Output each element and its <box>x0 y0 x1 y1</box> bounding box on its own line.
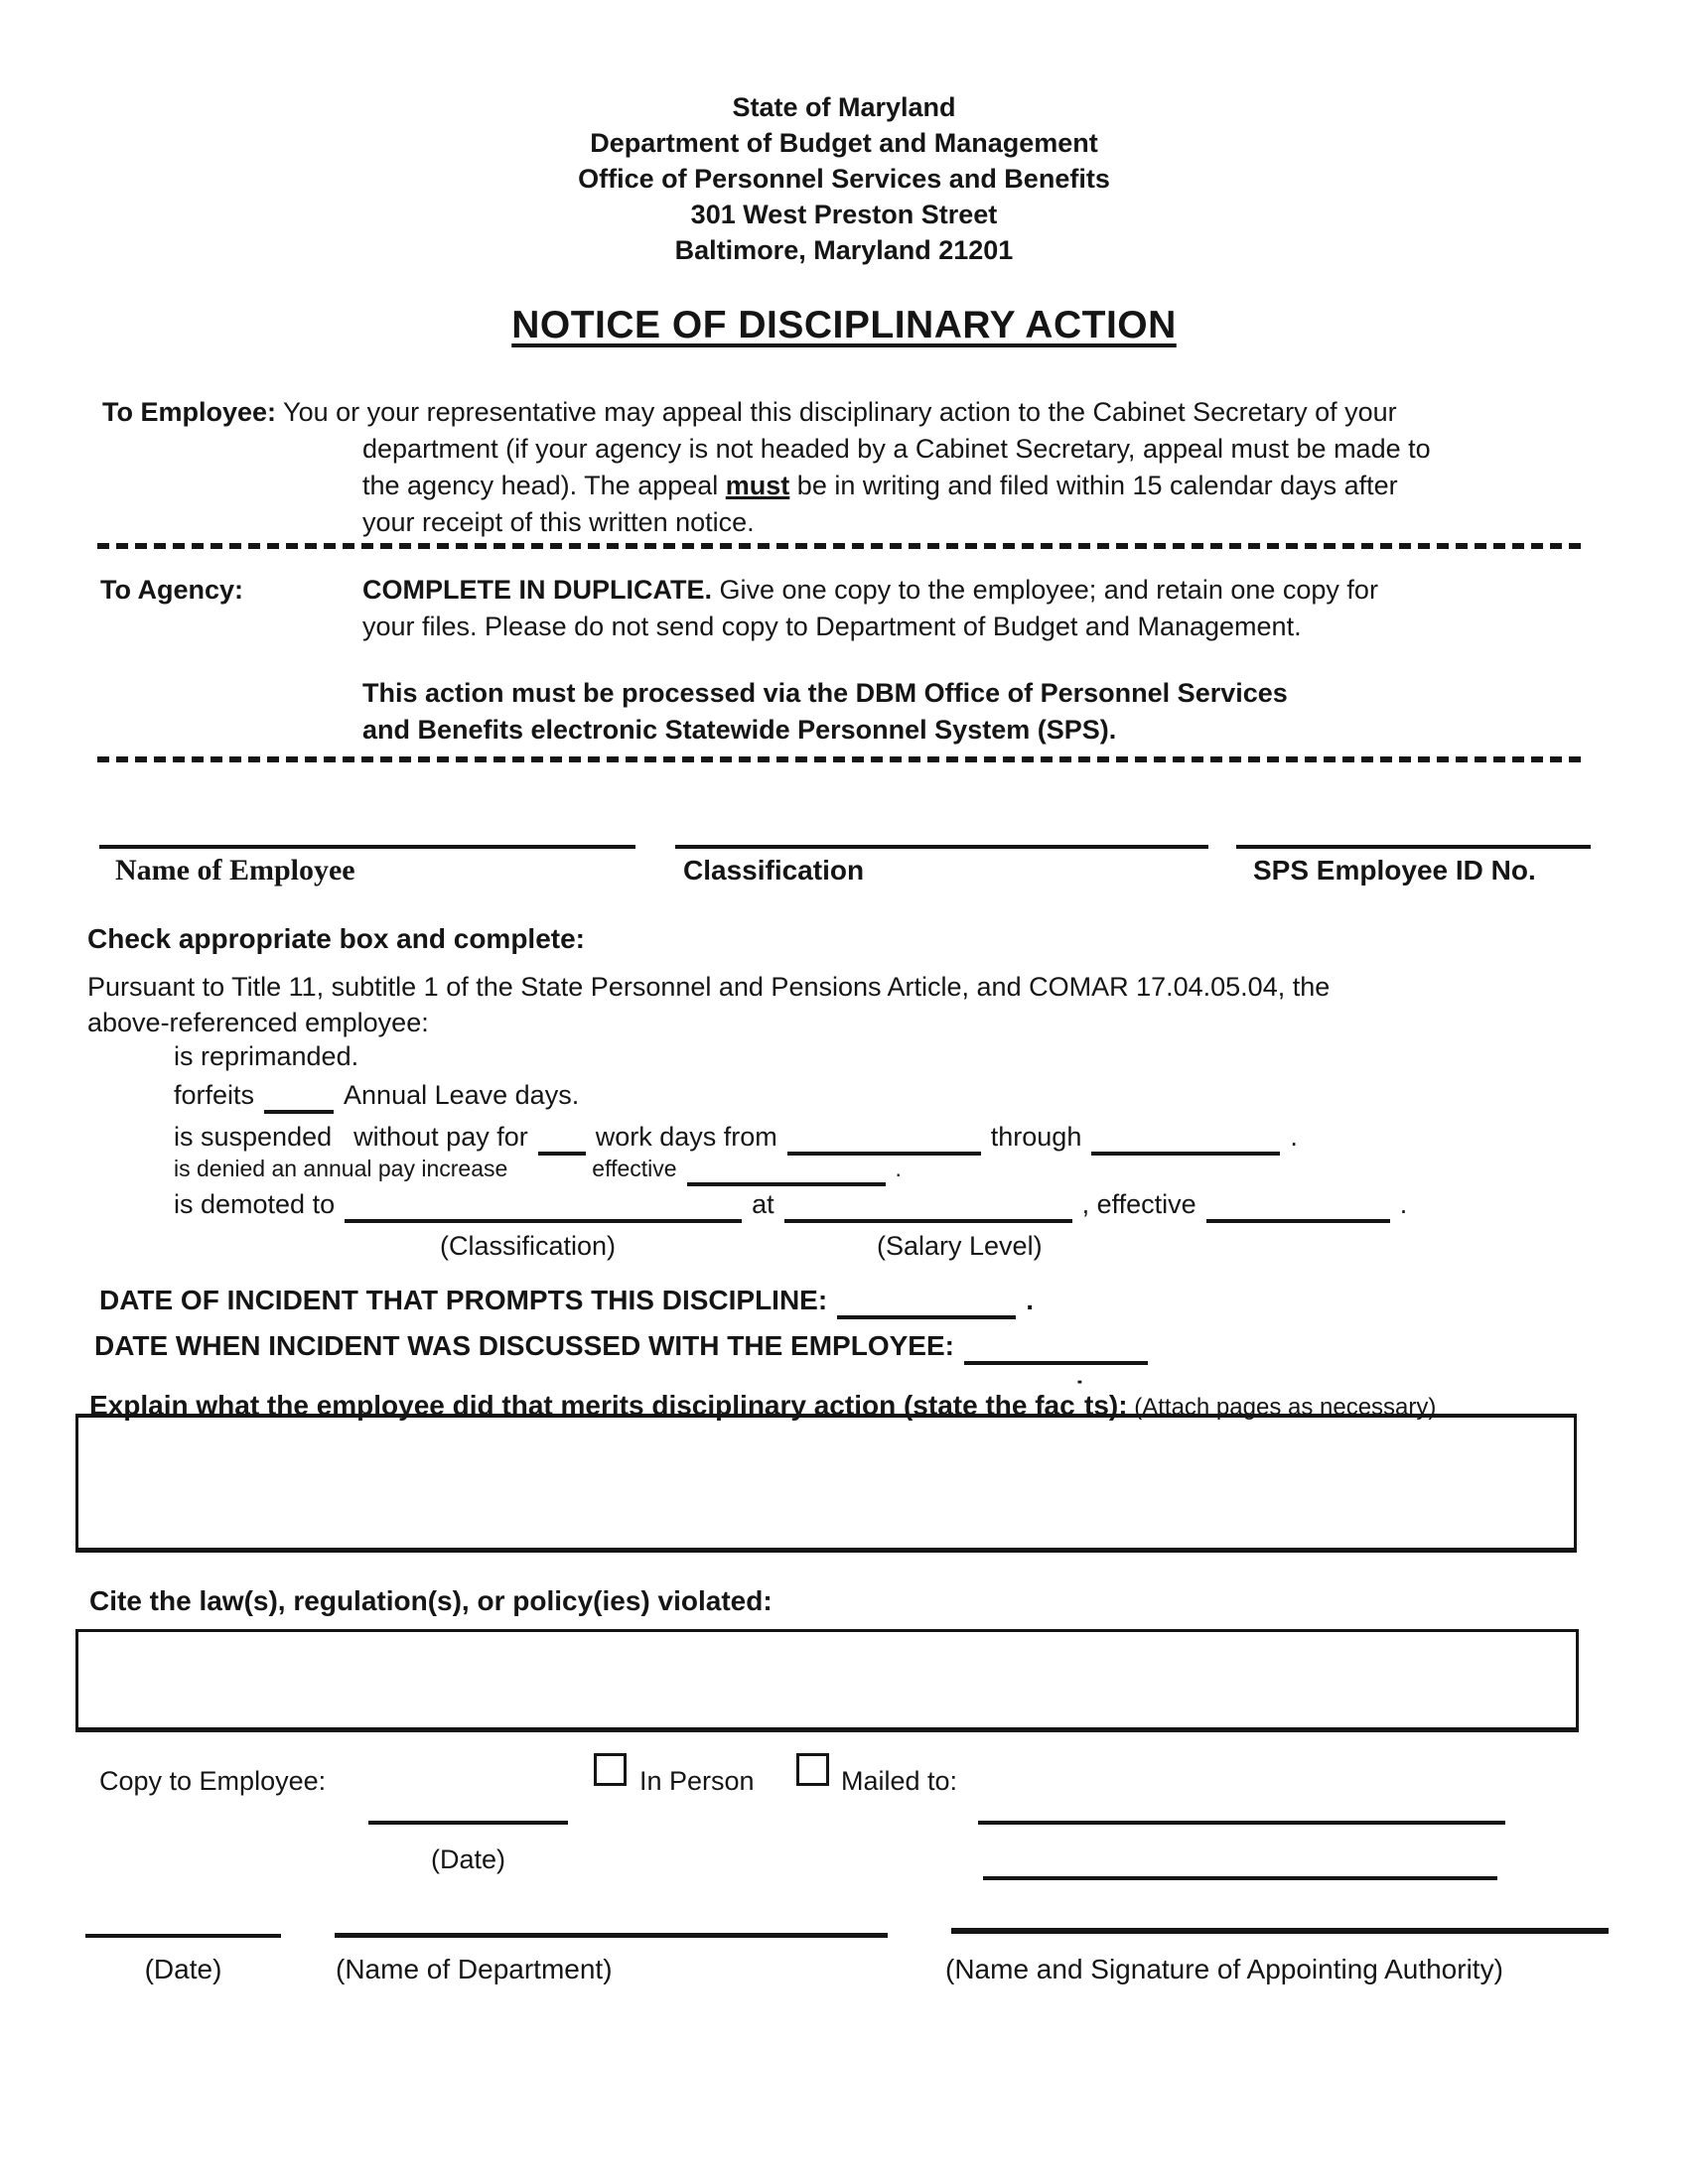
in-person-checkbox[interactable] <box>594 1753 627 1786</box>
complete-in-duplicate: COMPLETE IN DUPLICATE. <box>362 575 713 605</box>
employee-name-label: Name of Employee <box>115 854 355 887</box>
annual-leave-text: Annual Leave days. <box>344 1080 580 1110</box>
must-emphasis: must <box>725 471 790 500</box>
salary-level-caption: (Salary Level) <box>877 1231 1043 1261</box>
classification-caption: (Classification) <box>440 1231 617 1261</box>
mailed-address-line-2[interactable] <box>983 1876 1497 1880</box>
cite-heading: Cite the law(s), regulation(s), or policy(ies) violated: <box>89 1585 773 1616</box>
signature-date-caption: (Date) <box>144 1954 222 1984</box>
suspension-through-blank[interactable] <box>1091 1129 1280 1156</box>
to-employee-paragraph <box>102 394 1592 541</box>
suspension-from-blank[interactable] <box>787 1129 981 1156</box>
suspension-days-blank[interactable] <box>538 1129 586 1156</box>
incident-date-label: DATE OF INCIDENT THAT PROMPTS THIS DISCIPLINE: <box>99 1285 828 1315</box>
pursuant-line-2: above-referenced employee: <box>87 1008 429 1037</box>
demoted-text: is demoted to <box>174 1189 336 1219</box>
sps-note-line-1: This action must be processed via the DBM Office of Personnel Services <box>362 678 1288 708</box>
copy-to-employee-label: Copy to Employee: <box>99 1766 327 1796</box>
explain-textbox[interactable] <box>75 1414 1577 1553</box>
to-employee-text-line-3b: be in writing and filed within 15 calendar days after <box>789 471 1398 500</box>
appointing-authority-caption: (Name and Signature of Appointing Authority) <box>945 1954 1503 1984</box>
forfeit-days-blank[interactable] <box>264 1087 334 1114</box>
forfeits-text: forfeits <box>174 1080 255 1110</box>
department-caption: (Name of Department) <box>336 1954 613 1984</box>
signature-date-line[interactable] <box>85 1934 281 1938</box>
suspended-text: is suspended <box>174 1122 333 1152</box>
option-denied-pay-increase[interactable] <box>174 1156 902 1186</box>
to-agency-paragraph <box>100 572 1590 749</box>
sps-id-line[interactable] <box>1236 845 1591 849</box>
to-employee-text-line-2: department (if your agency is not headed by a Cabinet Secretary, appeal must be made to <box>362 434 1431 464</box>
option-demoted[interactable] <box>174 1189 1407 1223</box>
cite-textbox[interactable] <box>75 1629 1579 1732</box>
pursuant-line-1: Pursuant to Title 11, subtitle 1 of the State Personnel and Pensions Article, and COMAR 17.04.05.04, the <box>87 972 1331 1002</box>
incident-date-row <box>99 1285 1034 1319</box>
pursuant-paragraph <box>87 969 1537 1040</box>
letterhead-line-1: State of Maryland <box>732 92 956 122</box>
mailed-address-line-1[interactable] <box>978 1821 1505 1825</box>
to-employee-text-line-4: your receipt of this written notice. <box>362 507 755 537</box>
letterhead-line-5: Baltimore, Maryland 21201 <box>674 235 1014 265</box>
demoted-effective-blank[interactable] <box>1206 1196 1390 1223</box>
discussed-date-blank[interactable] <box>964 1337 1148 1365</box>
suspended-period: . <box>1290 1122 1298 1152</box>
mailed-to-label: Mailed to: <box>841 1766 958 1796</box>
classification-line[interactable] <box>675 845 1208 849</box>
to-agency-text-line-1: Give one copy to the employee; and retain one copy for <box>712 575 1378 605</box>
copy-date-blank[interactable] <box>368 1821 568 1825</box>
dashed-divider-bottom <box>97 756 1581 762</box>
without-pay-text: without pay for <box>353 1122 528 1152</box>
stray-dot-artifact: ˙ <box>1074 1376 1085 1407</box>
through-text: through <box>990 1122 1082 1152</box>
demoted-period: . <box>1399 1189 1408 1219</box>
incident-date-blank[interactable] <box>837 1292 1016 1319</box>
mailed-to-checkbox[interactable] <box>796 1753 829 1786</box>
reprimanded-text: is reprimanded. <box>174 1041 359 1071</box>
classification-label: Classification <box>683 855 865 886</box>
sps-processing-note <box>362 675 1590 749</box>
letterhead-line-4: 301 West Preston Street <box>690 200 998 229</box>
incident-date-period: . <box>1026 1285 1034 1315</box>
explain-heading-bold-a: Explain what the employee did that merits disciplinary action (state the fac <box>89 1390 1075 1421</box>
sps-id-label: SPS Employee ID No. <box>1253 855 1536 886</box>
denied-effective-blank[interactable] <box>687 1163 886 1186</box>
discussed-date-label: DATE WHEN INCIDENT WAS DISCUSSED WITH THE EMPLOYEE: <box>94 1330 954 1361</box>
check-box-heading: Check appropriate box and complete: <box>87 923 585 954</box>
department-name-line[interactable] <box>335 1933 888 1938</box>
discussed-date-row <box>94 1330 1158 1365</box>
to-agency-label: To Agency: <box>100 575 244 605</box>
demoted-salary-blank[interactable] <box>784 1196 1072 1223</box>
form-title-wrap <box>0 304 1688 347</box>
letterhead-line-2: Department of Budget and Management <box>590 128 1098 158</box>
to-employee-text-line-3a: the agency head). The appeal <box>362 471 726 500</box>
to-employee-text-line-1: You or your representative may appeal this disciplinary action to the Cabinet Secretary of your <box>283 397 1397 427</box>
work-days-from-text: work days from <box>595 1122 777 1152</box>
dashed-divider-top <box>97 543 1581 549</box>
option-reprimanded[interactable] <box>174 1041 358 1072</box>
option-forfeits[interactable] <box>174 1080 579 1114</box>
attach-pages-note: (Attach pages as necessary) <box>1127 1394 1437 1421</box>
sps-note-line-2: and Benefits electronic Statewide Personnel System (SPS). <box>362 715 1117 745</box>
demoted-at-text: at <box>752 1189 774 1219</box>
appointing-authority-line[interactable] <box>951 1928 1609 1934</box>
explain-heading-bold-b: ts): <box>1084 1390 1128 1421</box>
letterhead-line-3: Office of Personnel Services and Benefits <box>578 164 1110 194</box>
form-title: NOTICE OF DISCIPLINARY ACTION <box>511 304 1177 346</box>
copy-date-caption: (Date) <box>430 1844 505 1874</box>
to-agency-content <box>362 572 1590 749</box>
to-employee-label: To Employee: <box>102 397 277 427</box>
employee-name-line[interactable] <box>99 845 635 849</box>
demoted-classification-blank[interactable] <box>345 1196 742 1223</box>
letterhead <box>0 89 1688 268</box>
option-suspended[interactable] <box>174 1122 1298 1156</box>
denied-period: . <box>895 1156 902 1181</box>
denied-effective-text: effective <box>592 1156 677 1181</box>
denied-text: is denied an annual pay increase <box>174 1156 508 1181</box>
demoted-effective-text: , effective <box>1081 1189 1196 1219</box>
in-person-label: In Person <box>639 1766 755 1796</box>
to-agency-text-line-2: your files. Please do not send copy to Department of Budget and Management. <box>362 612 1302 641</box>
explain-heading <box>89 1376 1437 1422</box>
to-agency-instruction <box>362 572 1590 645</box>
